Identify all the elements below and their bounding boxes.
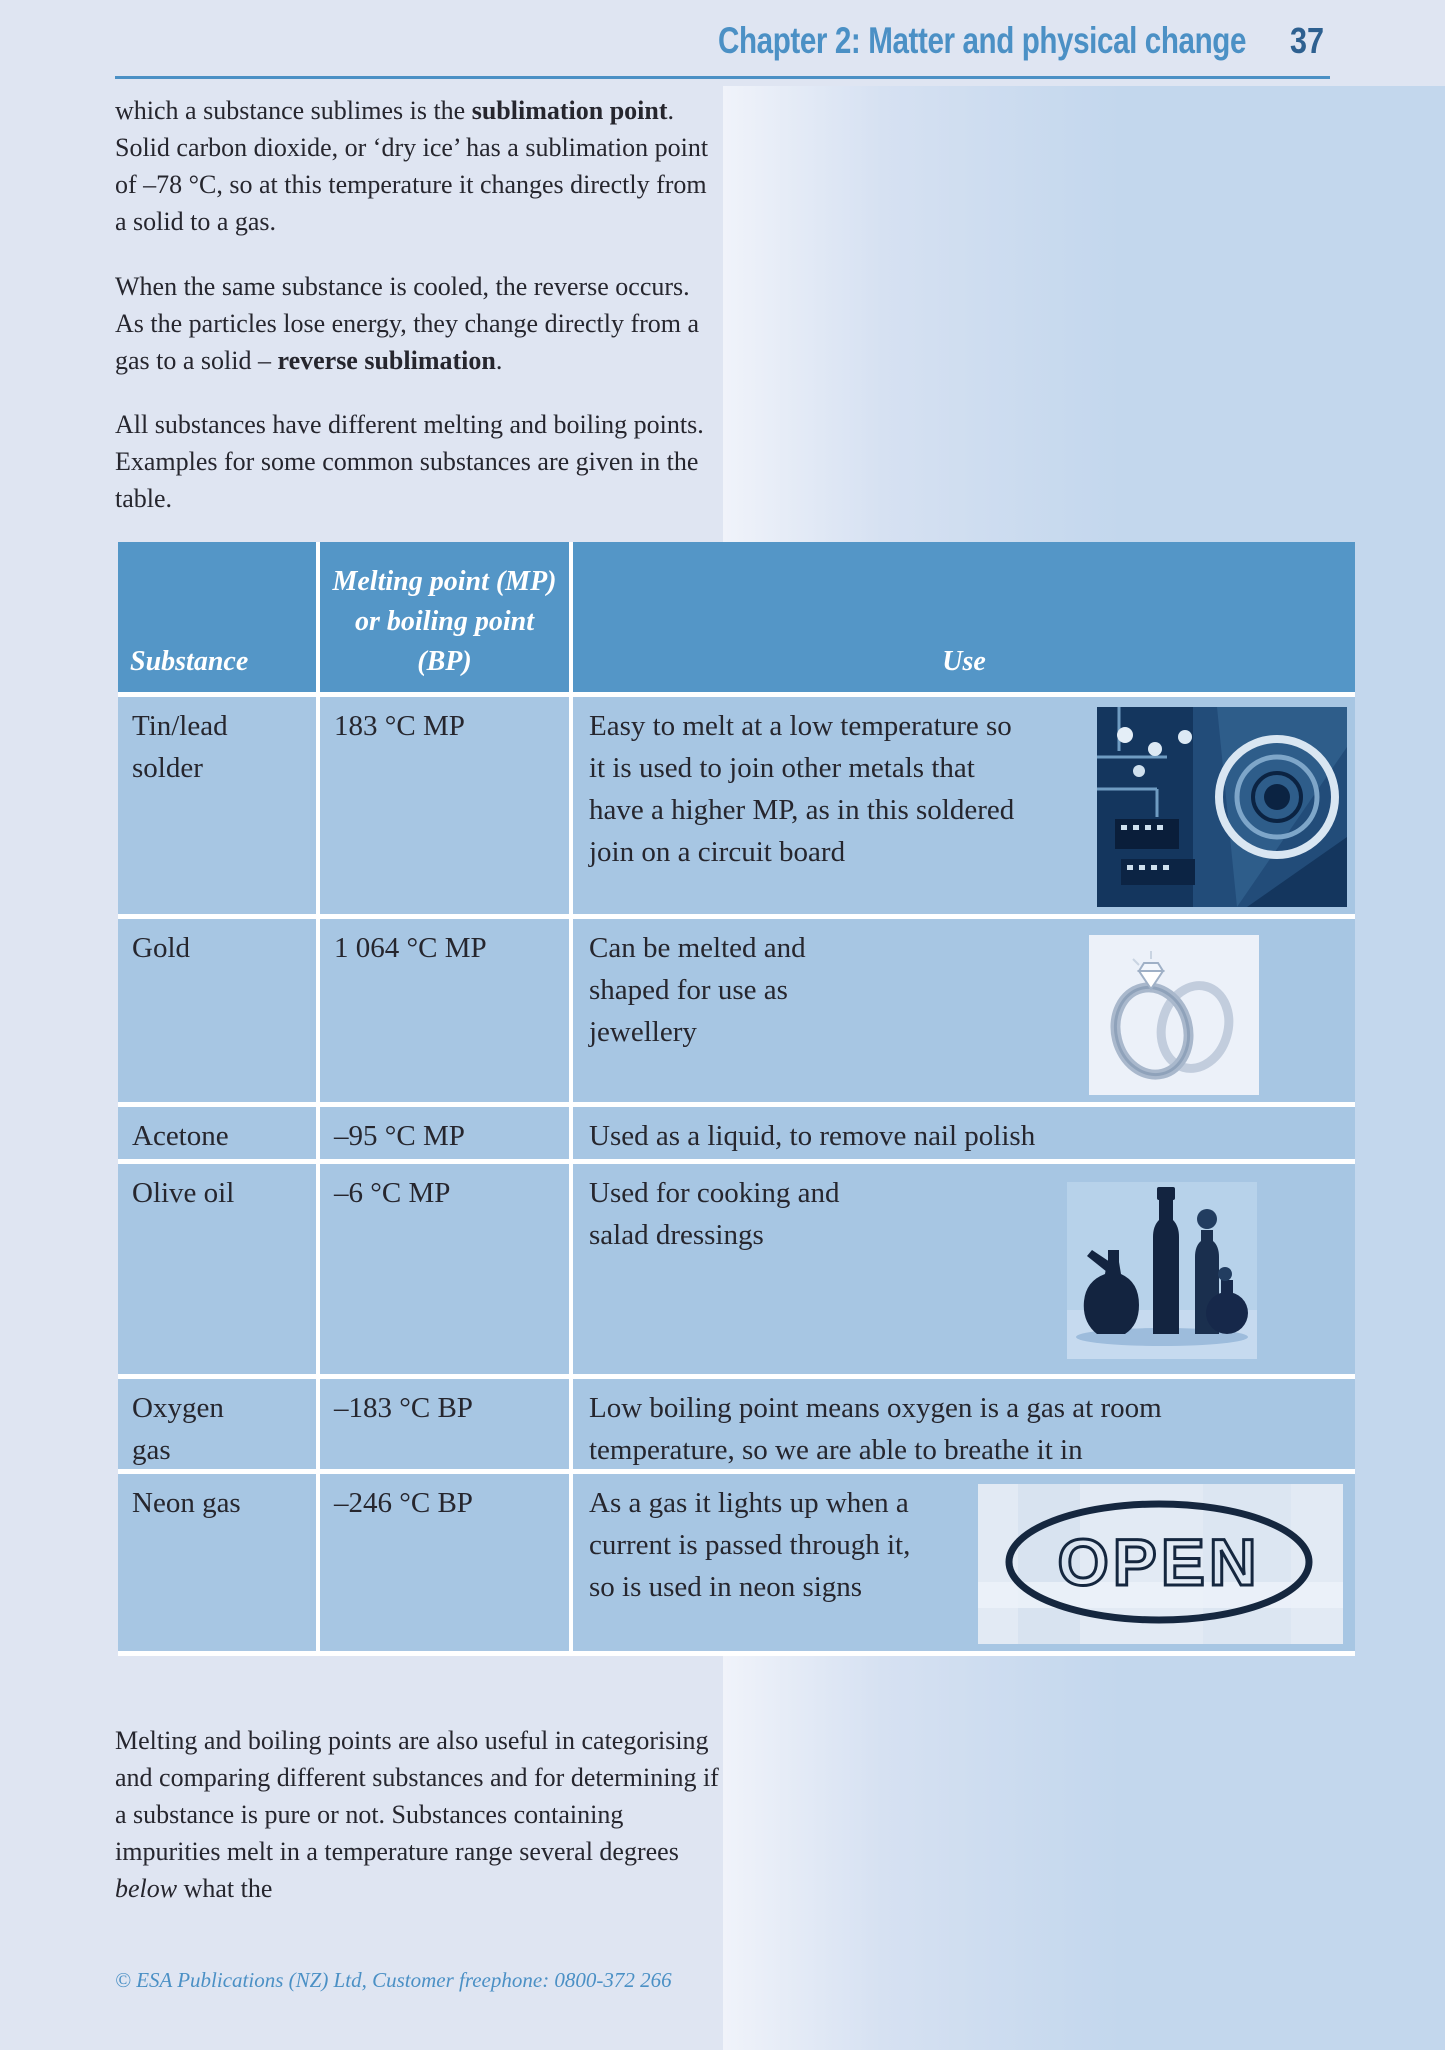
column-header-substance: Substance [118, 542, 320, 692]
substance-cell [118, 697, 320, 914]
table-row-gold [118, 919, 1355, 1107]
substance-cell [118, 1379, 320, 1469]
use-cell [573, 1164, 1355, 1374]
melting-point-cell: 1 064 °C MP [320, 919, 573, 1102]
use-cell: Used as a liquid, to remove nail polish [589, 1120, 1036, 1152]
text-segment: which a substance sublimes is the [115, 96, 472, 125]
melting-point-cell: 183 °C MP [320, 697, 573, 914]
paragraph-sublimation-point [115, 92, 715, 240]
use-cell [573, 697, 1355, 914]
substance-cell [118, 919, 320, 1102]
melting-point-cell: –246 °C BP [320, 1474, 573, 1651]
olive-oil-bottles-photo [1067, 1182, 1257, 1359]
paragraph-table-intro: All substances have different melting and boiling points. Examples for some common substances are given in the table. [115, 410, 704, 513]
text-segment-italic: below [115, 1874, 178, 1903]
substance-cell [118, 1474, 320, 1651]
melting-point-cell: –6 °C MP [320, 1164, 573, 1374]
substance-cell [118, 1107, 320, 1159]
footer-copyright: © ESA Publications (NZ) Ltd, Customer freephone: 0800-372 266 [115, 1968, 672, 1992]
use-text: As a gas it lights up when a current is passed through it, so is used in neon signs [589, 1487, 911, 1603]
use-text: Low boiling point means oxygen is a gas at room temperature, so we are able to breathe it in [589, 1392, 1162, 1466]
substance-name: Acetone [132, 1120, 229, 1152]
substance-name: Oxygen gas [132, 1392, 224, 1466]
table-header-row [118, 542, 1355, 697]
substance-name: Olive oil [132, 1177, 235, 1209]
paragraph-reverse-sublimation [115, 268, 715, 379]
use-text: Used for cooking and salad dressings [589, 1177, 840, 1251]
use-cell [573, 919, 1355, 1102]
table-row-neon-gas [118, 1474, 1355, 1656]
use-cell [573, 1474, 1355, 1651]
substance-name: Tin/lead solder [132, 710, 228, 784]
header-rule [115, 76, 1330, 79]
table-row-acetone [118, 1107, 1355, 1164]
melting-point-cell: –95 °C MP [320, 1107, 573, 1159]
text-segment: what the [177, 1874, 273, 1903]
neon-open-sign-photo [978, 1484, 1343, 1644]
paragraph-melting-boiling-usefulness [115, 1722, 725, 1907]
column-header-melting-point: Melting point (MP) or boiling point (BP) [320, 542, 573, 692]
text-segment: . Solid carbon dioxide, or ‘dry ice’ has a sublimation point of –78 °C, so at this temperature it changes directly from a solid to a gas. [115, 96, 709, 236]
text-segment: Melting and boiling points are also useful in categorising and comparing different substances and for determining if a substance is pure or not. Substances containing impurities melt in a temperature range several degrees [115, 1726, 719, 1866]
substance-cell [118, 1164, 320, 1374]
text-segment: When the same substance is cooled, the reverse occurs. As the particles lose energy, they change directly from a gas to a solid – [115, 272, 700, 375]
substances-table [118, 542, 1355, 1656]
page-header [115, 20, 1330, 62]
text-segment: . [495, 346, 503, 375]
use-cell [573, 1379, 1355, 1469]
melting-point-cell: –183 °C BP [320, 1379, 573, 1469]
table-row-olive-oil [118, 1164, 1355, 1379]
text-segment-bold: reverse sublimation [277, 346, 496, 375]
text-segment-bold: sublimation point [471, 96, 668, 125]
neon-sign-text: OPEN [1057, 1525, 1261, 1599]
column-header-use: Use [942, 646, 986, 677]
gold-rings-photo [1089, 935, 1259, 1095]
table-row-tin-lead-solder [118, 697, 1355, 919]
substance-name: Gold [132, 932, 190, 964]
circuit-board-photo [1097, 707, 1347, 907]
use-text: Easy to melt at a low temperature so it is used to join other metals that have a higher MP, as in this soldered join on a circuit board [589, 710, 1015, 868]
use-text: Can be melted and shaped for use as jewellery [589, 932, 806, 1048]
page-number: 37 [1289, 20, 1324, 61]
table-row-oxygen-gas [118, 1379, 1355, 1474]
substance-name: Neon gas [132, 1487, 241, 1519]
chapter-title: Chapter 2: Matter and physical change [717, 20, 1246, 61]
